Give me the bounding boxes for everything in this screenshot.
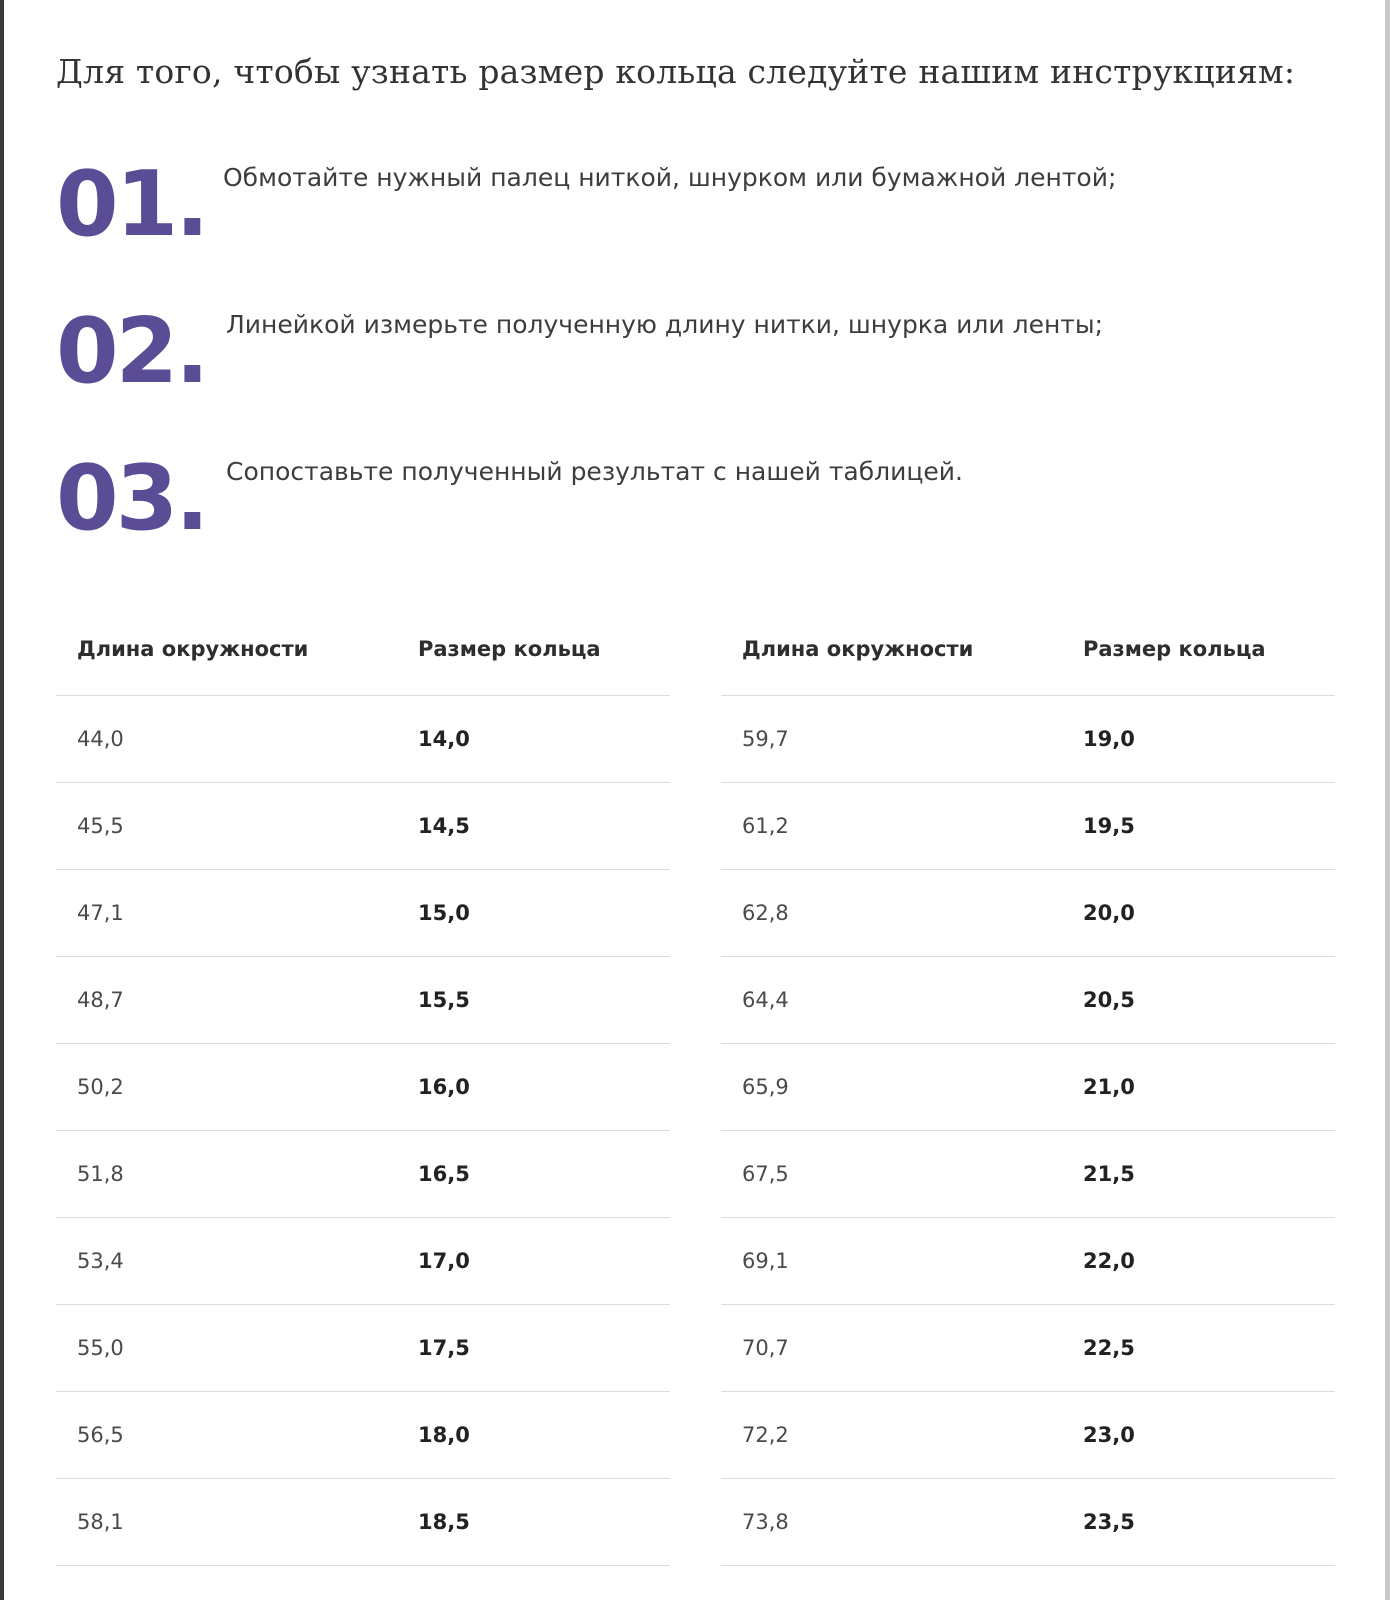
ring-size-cell: 14,0 xyxy=(397,695,670,782)
ring-size-cell: 20,0 xyxy=(1062,869,1335,956)
header-ring-size: Размер кольца xyxy=(397,615,670,695)
table-row xyxy=(721,1304,1335,1391)
ring-size-cell: 21,5 xyxy=(1062,1130,1335,1217)
table-row xyxy=(721,1217,1335,1304)
table-row xyxy=(56,1304,670,1391)
circumference-cell: 47,1 xyxy=(56,869,397,956)
step-number: 02. xyxy=(56,299,207,404)
circumference-cell: 72,2 xyxy=(721,1391,1062,1478)
table-row xyxy=(721,1043,1335,1130)
step-text: Линейкой измерьте полученную длину нитки, шнурка или ленты; xyxy=(226,310,1104,339)
ring-size-cell: 21,0 xyxy=(1062,1043,1335,1130)
circumference-cell: 59,7 xyxy=(721,695,1062,782)
ring-size-cell: 14,5 xyxy=(397,782,670,869)
circumference-cell: 62,8 xyxy=(721,869,1062,956)
ring-size-cell: 22,5 xyxy=(1062,1304,1335,1391)
step-text: Сопоставьте полученный результат с нашей таблицей. xyxy=(226,457,963,486)
circumference-cell: 45,5 xyxy=(56,782,397,869)
table-row xyxy=(56,1043,670,1130)
circumference-cell: 64,4 xyxy=(721,956,1062,1043)
table-row xyxy=(56,695,670,782)
right-edge-border xyxy=(1385,0,1390,1600)
table-row xyxy=(721,956,1335,1043)
ring-size-cell: 23,5 xyxy=(1062,1478,1335,1565)
table-row xyxy=(721,1478,1335,1565)
ring-size-cell: 17,0 xyxy=(397,1217,670,1304)
circumference-cell: 73,8 xyxy=(721,1478,1062,1565)
circumference-cell: 67,5 xyxy=(721,1130,1062,1217)
table-row xyxy=(721,782,1335,869)
ring-size-cell: 18,0 xyxy=(397,1391,670,1478)
ring-size-cell: 19,0 xyxy=(1062,695,1335,782)
header-circumference: Длина окружности xyxy=(721,615,1062,695)
table-header-row xyxy=(56,615,670,695)
circumference-cell: 53,4 xyxy=(56,1217,397,1304)
step-number: 01. xyxy=(56,152,207,257)
ring-size-cell: 19,5 xyxy=(1062,782,1335,869)
circumference-cell: 70,7 xyxy=(721,1304,1062,1391)
ring-size-cell: 15,0 xyxy=(397,869,670,956)
ring-size-cell: 18,5 xyxy=(397,1478,670,1565)
ring-size-cell: 16,5 xyxy=(397,1130,670,1217)
circumference-cell: 61,2 xyxy=(721,782,1062,869)
ring-size-cell: 17,5 xyxy=(397,1304,670,1391)
table-row xyxy=(56,1130,670,1217)
size-table-left xyxy=(56,615,670,1566)
circumference-cell: 65,9 xyxy=(721,1043,1062,1130)
step-text: Обмотайте нужный палец ниткой, шнурком или бумажной лентой; xyxy=(223,163,1117,192)
circumference-cell: 51,8 xyxy=(56,1130,397,1217)
table-header-row xyxy=(721,615,1335,695)
table-row xyxy=(56,1217,670,1304)
circumference-cell: 55,0 xyxy=(56,1304,397,1391)
step-number: 03. xyxy=(56,446,207,551)
table-row xyxy=(721,869,1335,956)
ring-size-cell: 16,0 xyxy=(397,1043,670,1130)
ring-size-cell: 15,5 xyxy=(397,956,670,1043)
circumference-cell: 44,0 xyxy=(56,695,397,782)
header-circumference: Длина окружности xyxy=(56,615,397,695)
table-row xyxy=(721,695,1335,782)
table-row xyxy=(56,1391,670,1478)
header-ring-size: Размер кольца xyxy=(1062,615,1335,695)
table-row xyxy=(56,956,670,1043)
table-row xyxy=(721,1391,1335,1478)
size-table-right xyxy=(721,615,1335,1566)
table-row xyxy=(721,1130,1335,1217)
circumference-cell: 58,1 xyxy=(56,1478,397,1565)
circumference-cell: 69,1 xyxy=(721,1217,1062,1304)
table-row xyxy=(56,869,670,956)
circumference-cell: 48,7 xyxy=(56,956,397,1043)
ring-size-cell: 23,0 xyxy=(1062,1391,1335,1478)
circumference-cell: 50,2 xyxy=(56,1043,397,1130)
circumference-cell: 56,5 xyxy=(56,1391,397,1478)
table-row xyxy=(56,1478,670,1565)
left-edge-border xyxy=(0,0,4,1600)
ring-size-cell: 20,5 xyxy=(1062,956,1335,1043)
ring-size-cell: 22,0 xyxy=(1062,1217,1335,1304)
table-row xyxy=(56,782,670,869)
instructions-heading: Для того, чтобы узнать размер кольца следуйте нашим инструкциям: xyxy=(56,52,1296,91)
